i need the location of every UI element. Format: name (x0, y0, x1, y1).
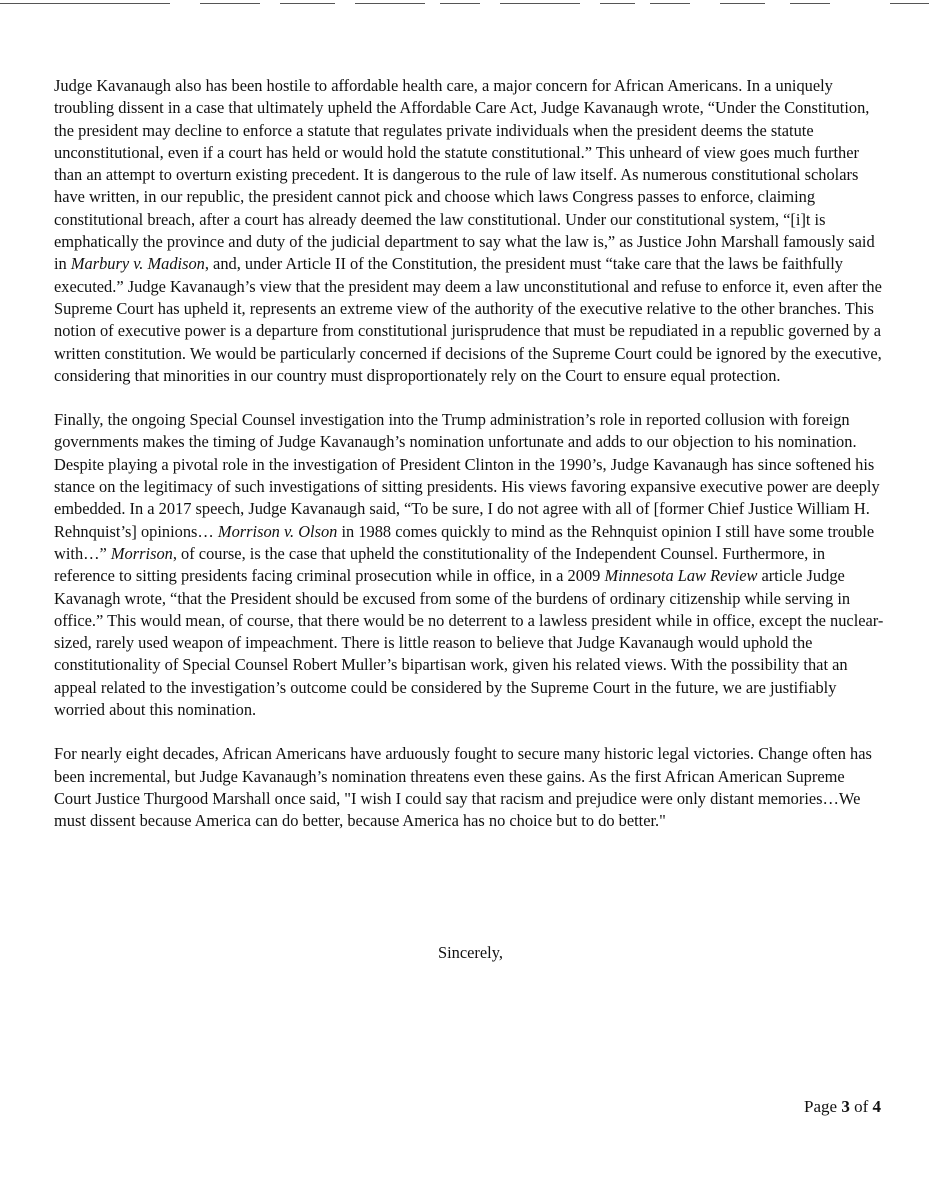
signoff: Sincerely, (438, 943, 503, 962)
letter-body (54, 75, 884, 833)
scan-dash (0, 3, 170, 4)
scan-dash (890, 3, 929, 4)
scan-dash (720, 3, 765, 4)
page-current: 3 (841, 1097, 850, 1116)
text-run: For nearly eight decades, African Americans have arduously fought to secure many historic legal victories. Change often has been incremental, but Judge Kavanaugh’s nomination threatens even these gains. As the first African American Supreme Court Justice Thurgood Marshall once said, "I wish I could say that racism and prejudice were only distant memories…We must dissent because America can do better, because America has no choice but to do better." (54, 744, 872, 831)
page-label: Page (804, 1097, 838, 1116)
scan-dash (440, 3, 480, 4)
paragraph-closing (54, 743, 884, 832)
page-number (804, 1097, 881, 1117)
scan-dash (650, 3, 690, 4)
text-run: article Judge Kavanagh wrote, “that the President should be excused from some of the burdens of ordinary citizenship while serving in office.” This would mean, of course, that there would be no deterrent to a lawless president while in office, except the nuclear-sized, rarely used weapon of impeachment. There is little reason to believe that Judge Kavanaugh would uphold the constitutionality of Special Counsel Robert Muller’s bipartisan work, given his related views. With the possibility that an appeal related to the investigation’s outcome could be considered by the Supreme Court in the future, we are justifiably worried about this nomination. (54, 566, 884, 720)
scan-dash (355, 3, 425, 4)
text-run: , of course, is the case that upheld the constitutionality of the Independent Counsel. Furthermore, in reference to sitting presidents facing criminal prosecution while in office, in a 2009 (54, 543, 826, 586)
page-of: of (854, 1097, 869, 1116)
scan-edge-artifact (0, 0, 929, 10)
text-run: Judge Kavanaugh also has been hostile to affordable health care, a major concern for African Americans. In a uniquely troubling dissent in a case that ultimately upheld the Affordable Care Act, Judge Kavanaugh wrote, “Under the Constitution, the president may decline to enforce a statute that regulates private individuals when the president deems the statute unconstitutional, even if a court has held or would hold the statute constitutional.” This unheard of view goes much further than an attempt to overturn existing precedent. It is dangerous to the rule of law itself. As numerous constitutional scholars have written, in our republic, the president cannot pick and choose which laws Congress passes to enforce, claiming constitutional breach, after a court has already deemed the law constitutional. Under our constitutional system, “[i]t is emphatically the province and duty of the judicial department to say what the law is,” as Justice John Marshall famously said in (54, 76, 875, 274)
italic-citation: Morrison v. Olson (217, 521, 338, 541)
italic-citation: Marbury v. Madison (70, 254, 205, 274)
page-total: 4 (872, 1097, 881, 1116)
text-run: in 1988 comes quickly to mind as the Rehnquist opinion I still have some trouble with…” (54, 521, 875, 563)
italic-citation: Morrison (110, 543, 173, 563)
scan-dash (500, 3, 580, 4)
text-run: , and, under Article II of the Constitution, the president must “take care that the laws be faithfully executed.” Judge Kavanaugh’s view that the president may deem a law unconstitutional and refuse to enforce it, even after the Supreme Court has upheld it, represents an extreme view of the authority of the executive relative to the other branches. This notion of executive power is a departure from constitutional jurisprudence that must be repudiated in a republic governed by a written constitution. We would be particularly concerned if decisions of the Supreme Court could be ignored by the executive, considering that minorities in our country must disproportionately rely on the Court to ensure equal protection. (54, 254, 882, 385)
scan-dash (600, 3, 635, 4)
scan-dash (280, 3, 335, 4)
paragraph-special-counsel (54, 409, 884, 721)
scan-dash (200, 3, 260, 4)
scan-dash (790, 3, 830, 4)
italic-citation: Minnesota Law Review (604, 566, 758, 586)
text-run: Finally, the ongoing Special Counsel investigation into the Trump administration’s role in reported collusion with foreign governments makes the timing of Judge Kavanaugh’s nomination unfortunate and adds to our objection to his nomination. Despite playing a pivotal role in the investigation of President Clinton in the 1990’s, Judge Kavanaugh has since softened his stance on the legitimacy of such investigations of sitting presidents. His views favoring expansive executive power are deeply embedded. In a 2017 speech, Judge Kavanaugh said, “To be sure, I do not agree with all of [former Chief Justice William H. Rehnquist’s] opinions… (54, 410, 880, 541)
paragraph-health-care (54, 75, 884, 387)
